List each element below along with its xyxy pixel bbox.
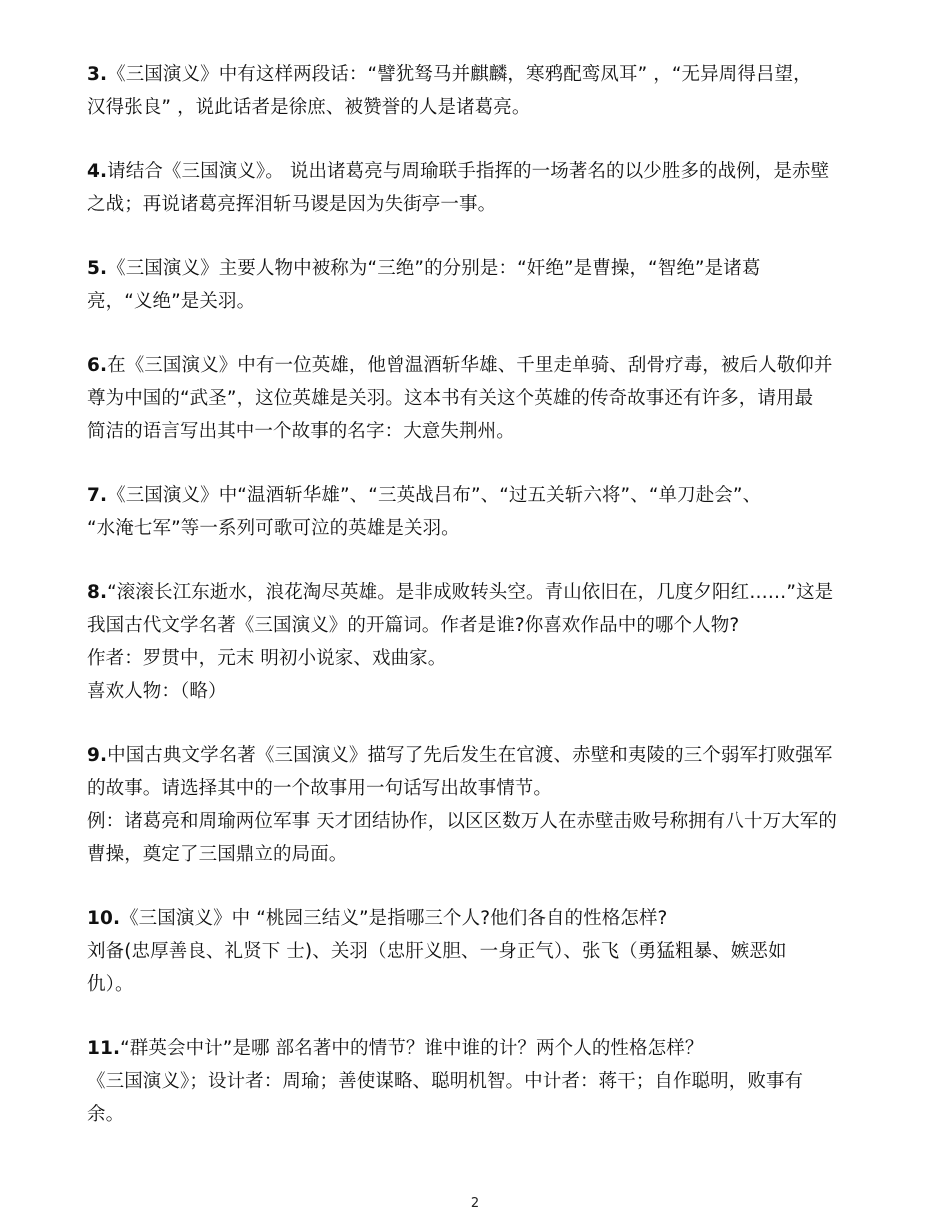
question-item [87, 58, 877, 124]
answer-text [87, 935, 877, 968]
answer-text [87, 1065, 877, 1098]
question-item [87, 739, 877, 871]
line-text: 作者：罗贯中，元末 明初小说家、戏曲家。 [87, 648, 447, 669]
line-text: 汉得张良” ，说此话者是徐庶、被赞誉的人是诸葛亮。 [87, 97, 531, 118]
question-text [87, 576, 877, 609]
line-text: 在《三国演义》中有一位英雄，他曾温酒斩华雄、千里走单骑、刮骨疗毒，被后人敬仰并 [107, 355, 833, 376]
question-text [87, 155, 877, 188]
question-text [87, 58, 877, 91]
question-number: 7. [87, 485, 108, 506]
question-number: 6. [87, 355, 108, 376]
answer-text [87, 838, 877, 871]
line-text: 亮，“义绝”是关羽。 [87, 291, 256, 312]
line-text: 曹操，奠定了三国鼎立的局面。 [87, 844, 348, 865]
line-text: 喜欢人物：（略） [87, 681, 227, 702]
line-text: 《三国演义》中有这样两段话：“譬犹驽马并麒麟，寒鸦配鸾凤耳” ，“无异周得吕望， [107, 64, 812, 85]
question-text [87, 1032, 877, 1065]
answer-text [87, 285, 877, 318]
question-text [87, 479, 877, 512]
line-text: 简洁的语言写出其中一个故事的名字：大意失荆州。 [87, 421, 515, 442]
answer-text [87, 968, 877, 1001]
answer-text [87, 1098, 877, 1131]
question-text [87, 349, 877, 382]
line-text: 刘备(忠厚善良、礼贤下 士)、关羽（忠肝义胆、一身正气）、张飞（勇猛粗暴、嫉恶如 [87, 941, 787, 962]
line-text: 《三国演义》主要人物中被称为“三绝”的分别是：“奸绝”是曹操，“智绝”是诸葛 [107, 258, 761, 279]
question-text [87, 902, 877, 935]
question-text [87, 739, 877, 772]
question-item [87, 902, 877, 1001]
question-item [87, 576, 877, 708]
line-text: “水淹七军”等一系列可歌可泣的英雄是关羽。 [87, 518, 460, 539]
question-text [87, 252, 877, 285]
line-text: 余。 [87, 1104, 125, 1125]
line-text: 尊为中国的“武圣”，这位英雄是关羽。这本书有关这个英雄的传奇故事还有许多，请用最 [87, 388, 814, 409]
question-item [87, 1032, 877, 1131]
line-text: 中国古典文学名著《三国演义》描写了先后发生在官渡、赤壁和夷陵的三个弱军打败强军 [107, 745, 833, 766]
document-body [87, 58, 877, 1162]
answer-text [87, 188, 877, 221]
answer-text [87, 415, 877, 448]
question-number: 11. [87, 1038, 121, 1059]
line-text: “滚滚长江东逝水，浪花淘尽英雄。是非成败转头空。青山依旧在，几度夕阳红……”这是 [107, 582, 834, 603]
line-text: 例：诸葛亮和周瑜两位军事 天才团结协作，以区区数万人在赤壁击败号称拥有八十万大军的 [87, 811, 837, 832]
answer-text [87, 805, 877, 838]
line-text: 《三国演义》中“温酒斩华雄”、“三英战吕布”、“过五关斩六将”、“单刀赴会”、 [107, 485, 762, 506]
line-text: 仇）。 [87, 974, 134, 995]
line-text: “群英会中计”是哪 部名著中的情节？谁中谁的计？两个人的性格怎样？ [120, 1038, 704, 1059]
question-number: 5. [87, 258, 108, 279]
answer-text [87, 382, 877, 415]
answer-text [87, 91, 877, 124]
question-number: 3. [87, 64, 108, 85]
line-text: 请结合《三国演义》。 说出诸葛亮与周瑜联手指挥的一场著名的以少胜多的战例，是赤壁 [107, 161, 830, 182]
answer-text [87, 772, 877, 805]
question-item [87, 155, 877, 221]
answer-text [87, 512, 877, 545]
question-number: 9. [87, 745, 108, 766]
page-number: 2 [470, 1196, 480, 1211]
line-text: 之战；再说诸葛亮挥泪斩马谡是因为失街亭一事。 [87, 194, 497, 215]
line-text: 我国古代文学名著《三国演义》的开篇词。作者是谁?你喜欢作品中的哪个人物? [87, 615, 740, 636]
question-number: 4. [87, 161, 108, 182]
question-number: 8. [87, 582, 108, 603]
answer-text [87, 609, 877, 642]
question-item [87, 349, 877, 448]
answer-text [87, 642, 877, 675]
question-item [87, 479, 877, 545]
question-item [87, 252, 877, 318]
line-text: 的故事。请选择其中的一个故事用一句话写出故事情节。 [87, 778, 553, 799]
line-text: 《三国演义》；设计者：周瑜；善使谋略、聪明机智。中计者：蒋干；自作聪明，败事有 [87, 1071, 804, 1092]
question-number: 10. [87, 908, 121, 929]
line-text: 《三国演义》中 “桃园三结义”是指哪三个人?他们各自的性格怎样? [120, 908, 668, 929]
answer-text [87, 675, 877, 708]
